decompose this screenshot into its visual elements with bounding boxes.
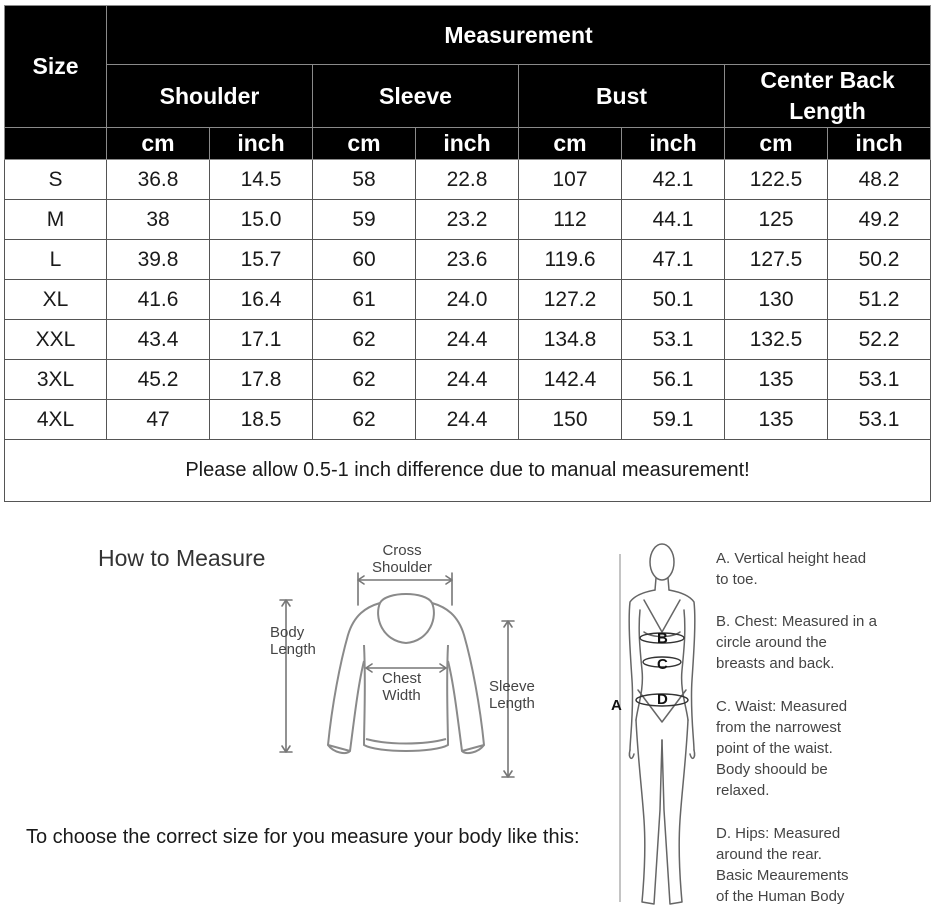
- table-cell: 23.2: [416, 200, 519, 240]
- table-cell: 134.8: [519, 320, 622, 360]
- table-cell: 18.5: [210, 400, 313, 440]
- table-cell: 24.4: [416, 400, 519, 440]
- label-b: B: [657, 630, 668, 647]
- body-figure: [608, 540, 708, 912]
- measurement-note: Please allow 0.5-1 inch difference due to manual measurement!: [5, 440, 931, 502]
- table-cell: 44.1: [622, 200, 725, 240]
- table-cell: XXL: [5, 320, 107, 360]
- table-cell: 50.2: [828, 240, 931, 280]
- group-header-bust: Bust: [519, 65, 725, 128]
- label-c: C: [657, 656, 668, 673]
- table-cell: 50.1: [622, 280, 725, 320]
- table-cell: 122.5: [725, 160, 828, 200]
- unit-header: cm: [313, 128, 416, 160]
- table-cell: 39.8: [107, 240, 210, 280]
- table-cell: 14.5: [210, 160, 313, 200]
- table-cell: 59: [313, 200, 416, 240]
- unit-header-blank: [5, 128, 107, 160]
- table-cell: M: [5, 200, 107, 240]
- sleeve-length-label: Sleeve Length: [489, 678, 535, 712]
- table-cell: 16.4: [210, 280, 313, 320]
- table-row: [5, 200, 931, 240]
- group-header-sleeve: Sleeve: [313, 65, 519, 128]
- table-row: [5, 280, 931, 320]
- table-cell: 135: [725, 400, 828, 440]
- table-cell: 62: [313, 360, 416, 400]
- table-cell: 24.4: [416, 320, 519, 360]
- table-cell: 17.8: [210, 360, 313, 400]
- label-d: D: [657, 691, 668, 708]
- table-cell: 41.6: [107, 280, 210, 320]
- table-row: [5, 360, 931, 400]
- description-d: D. Hips: Measured around the rear. Basic Meaurements of the Human Body: [716, 825, 849, 905]
- table-cell: 61: [313, 280, 416, 320]
- table-cell: 62: [313, 400, 416, 440]
- chest-width-label: Chest Width: [382, 670, 422, 704]
- table-cell: 24.0: [416, 280, 519, 320]
- table-cell: L: [5, 240, 107, 280]
- unit-header: cm: [519, 128, 622, 160]
- table-cell: 56.1: [622, 360, 725, 400]
- table-cell: 49.2: [828, 200, 931, 240]
- measurement-header: Measurement: [107, 6, 931, 65]
- note-row: [5, 440, 931, 502]
- table-cell: XL: [5, 280, 107, 320]
- table-cell: 142.4: [519, 360, 622, 400]
- table-cell: 58: [313, 160, 416, 200]
- table-cell: 45.2: [107, 360, 210, 400]
- table-cell: 53.1: [828, 360, 931, 400]
- table-cell: 4XL: [5, 400, 107, 440]
- table-cell: 60: [313, 240, 416, 280]
- table-row: [5, 160, 931, 200]
- table-cell: 48.2: [828, 160, 931, 200]
- group-header-shoulder: Shoulder: [107, 65, 313, 128]
- table-cell: 52.2: [828, 320, 931, 360]
- size-chart-table: [4, 5, 931, 502]
- size-header: Size: [5, 6, 107, 128]
- unit-header: inch: [622, 128, 725, 160]
- table-cell: 135: [725, 360, 828, 400]
- table-cell: 15.7: [210, 240, 313, 280]
- table-cell: 127.2: [519, 280, 622, 320]
- description-c: C. Waist: Measured from the narrowest point of the waist. Body shoould be relaxed.: [716, 698, 848, 799]
- table-cell: 43.4: [107, 320, 210, 360]
- table-cell: 17.1: [210, 320, 313, 360]
- table-cell: 53.1: [828, 400, 931, 440]
- table-cell: 125: [725, 200, 828, 240]
- table-cell: 127.5: [725, 240, 828, 280]
- table-cell: 107: [519, 160, 622, 200]
- unit-header: inch: [828, 128, 931, 160]
- table-cell: 53.1: [622, 320, 725, 360]
- unit-header: cm: [107, 128, 210, 160]
- description-b: B. Chest: Measured in a circle around the breasts and back.: [716, 613, 877, 672]
- table-cell: 62: [313, 320, 416, 360]
- group-header-center-back-length: Center Back Length: [725, 65, 931, 128]
- unit-header: inch: [210, 128, 313, 160]
- table-cell: 112: [519, 200, 622, 240]
- table-cell: 119.6: [519, 240, 622, 280]
- description-a: A. Vertical height head to toe.: [716, 550, 867, 588]
- table-cell: 132.5: [725, 320, 828, 360]
- sweater-diagram: [268, 545, 538, 785]
- table-row: [5, 320, 931, 360]
- table-cell: 15.0: [210, 200, 313, 240]
- table-cell: 47: [107, 400, 210, 440]
- table-cell: 47.1: [622, 240, 725, 280]
- table-cell: 38: [107, 200, 210, 240]
- table-row: [5, 240, 931, 280]
- table-cell: 59.1: [622, 400, 725, 440]
- label-a: A: [611, 697, 622, 714]
- table-cell: S: [5, 160, 107, 200]
- table-cell: 150: [519, 400, 622, 440]
- table-cell: 22.8: [416, 160, 519, 200]
- cross-shoulder-label: Cross Shoulder: [372, 542, 433, 576]
- table-cell: 3XL: [5, 360, 107, 400]
- table-cell: 36.8: [107, 160, 210, 200]
- table-cell: 42.1: [622, 160, 725, 200]
- measure-instruction: To choose the correct size for you measure your body like this:: [26, 826, 580, 848]
- head-shape: [650, 544, 674, 580]
- unit-header: inch: [416, 128, 519, 160]
- unit-header: cm: [725, 128, 828, 160]
- table-cell: 130: [725, 280, 828, 320]
- table-cell: 24.4: [416, 360, 519, 400]
- table-cell: 23.6: [416, 240, 519, 280]
- how-to-measure-title: How to Measure: [98, 545, 266, 571]
- table-row: [5, 400, 931, 440]
- body-length-label: Body Length: [270, 624, 316, 658]
- table-cell: 51.2: [828, 280, 931, 320]
